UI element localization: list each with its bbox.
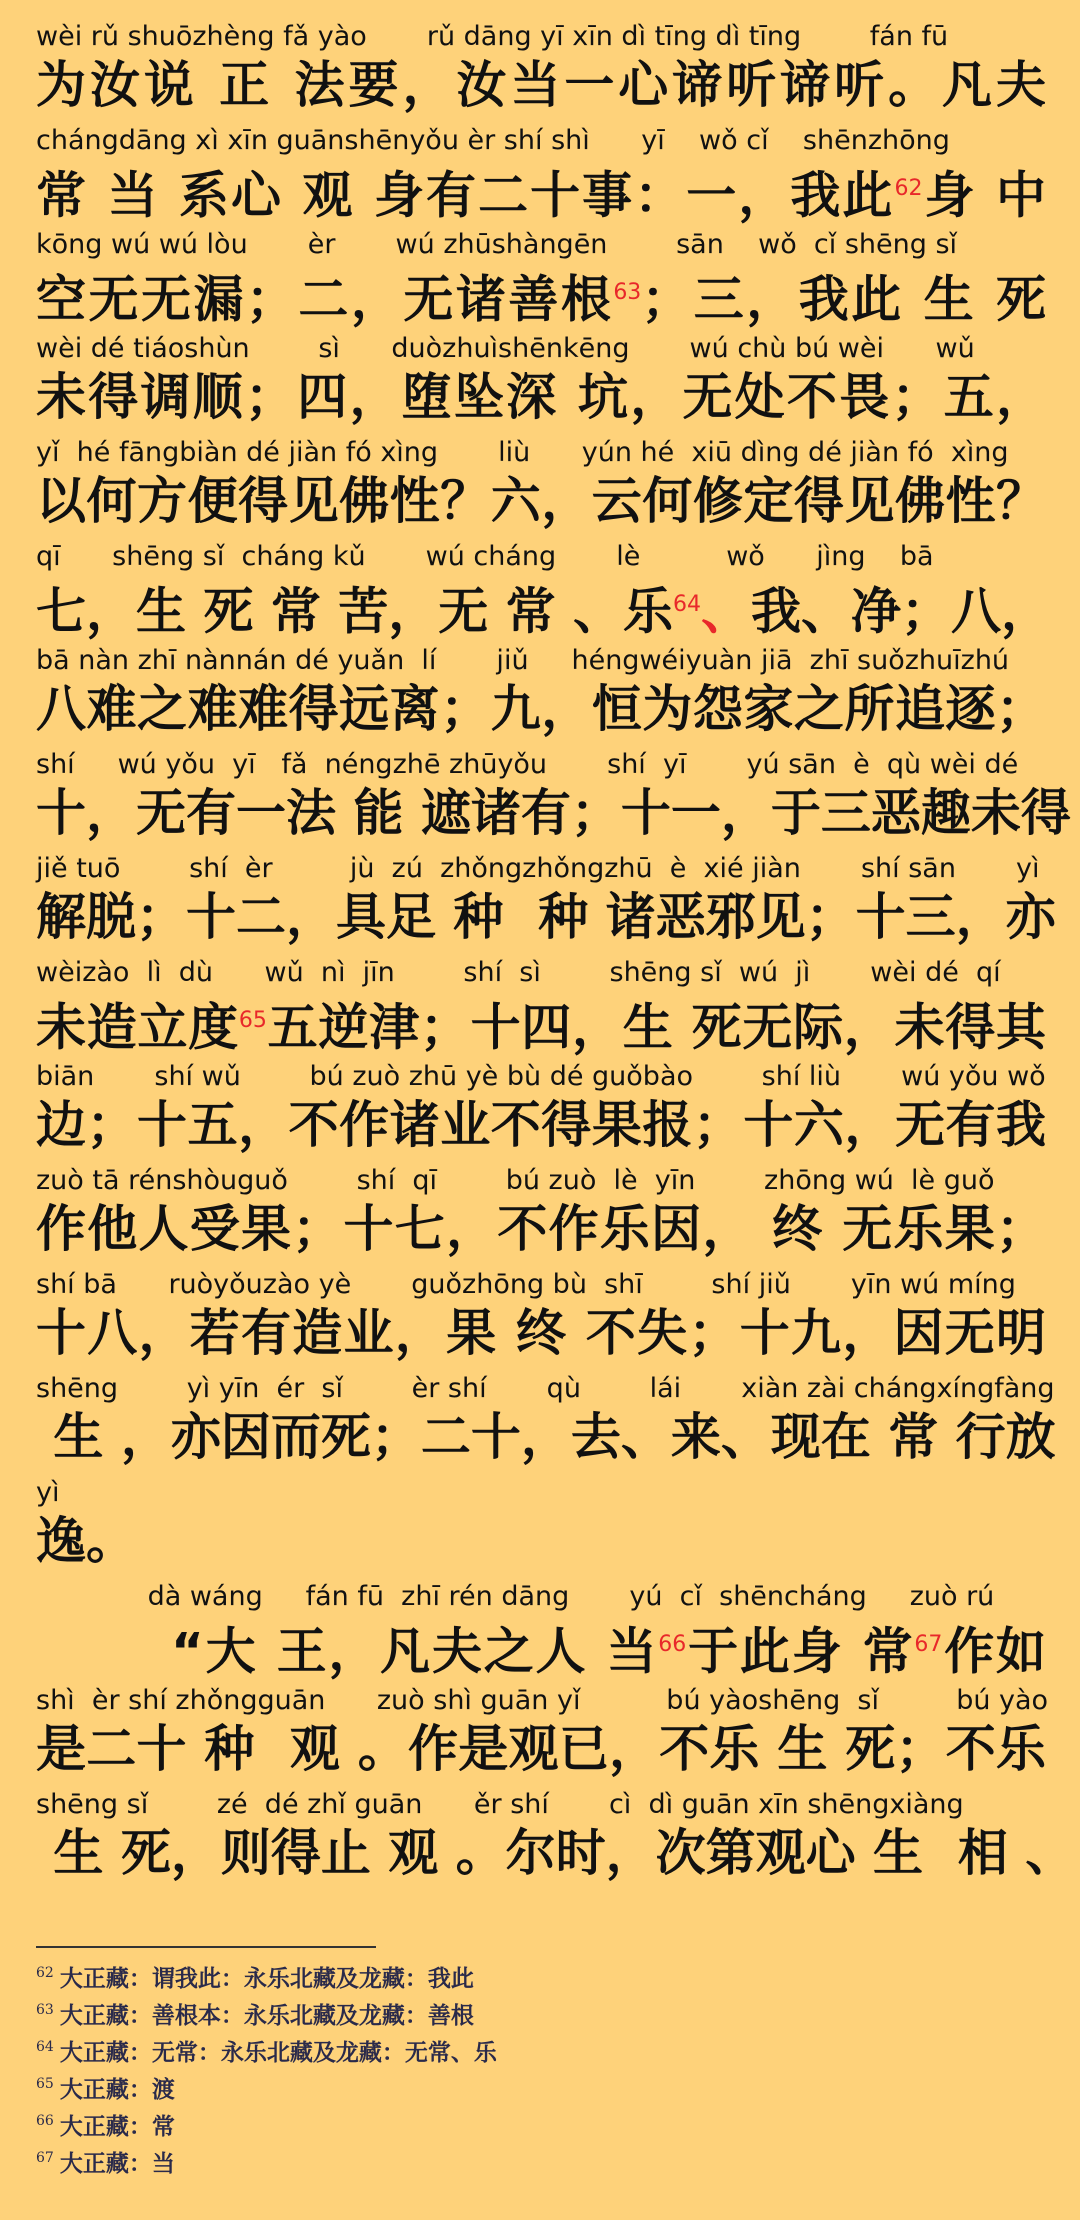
hanzi-line <box>36 469 1046 533</box>
footnote-marker: 63 <box>613 280 642 305</box>
pinyin-line: shēng yì yīn ér sǐ èr shí qù lái xiàn zài chángxíngfàng <box>36 1373 1055 1404</box>
pinyin-line: bā nàn zhī nànnán dé yuǎn lí jiǔ héngwéiyuàn jiā zhī suǒzhuīzhú <box>36 645 1010 676</box>
footnote-number: 65 <box>36 2076 54 2093</box>
text-line <box>36 1788 1076 1892</box>
hanzi-text: 解脱；十二，具足 种 种 诸恶邪见；十三，亦 <box>36 888 1056 946</box>
text-line <box>36 1372 1056 1476</box>
text-line <box>36 1164 1046 1268</box>
text-line <box>36 124 1046 228</box>
hanzi-line <box>36 1093 1046 1157</box>
hanzi-line <box>36 677 1046 741</box>
red-punctuation: 、 <box>701 582 752 641</box>
hanzi-text: 于此身 常 <box>686 1622 915 1681</box>
hanzi-text: 生 ，亦因而死；二十，去、来、现在 常 行放 <box>36 1408 1056 1466</box>
footnotes-list <box>36 1960 1036 2182</box>
hanzi-text: “大 王，凡夫之人 当 <box>171 1622 659 1681</box>
hanzi-text: 未造立度 <box>36 998 239 1057</box>
hanzi-text: 十八，若有造业，果 终 不失；十九，因无明 <box>36 1304 1046 1362</box>
hanzi-text: 五逆津；十四，生 死无际，未得其 <box>266 998 1046 1057</box>
footnote-item <box>36 2108 1036 2145</box>
hanzi-line <box>36 157 1046 228</box>
pinyin-line: chángdāng xì xīn guānshēnyǒu èr shí shì yī wǒ cǐ shēnzhōng <box>36 125 950 156</box>
text-line <box>36 1060 1046 1164</box>
hanzi-text: 作他人受果；十七，不作乐因， 终 无乐果； <box>36 1200 1046 1258</box>
hanzi-line <box>36 261 1046 332</box>
hanzi-text: 空无无漏；二，无诸善根 <box>36 270 614 329</box>
text-line <box>36 332 1046 436</box>
hanzi-text: 常 当 系心 观 身有二十事：一，我此 <box>36 166 895 225</box>
footnote-number: 67 <box>36 2150 54 2167</box>
text-line <box>36 228 1046 332</box>
footnote-marker: 62 <box>894 176 923 201</box>
hanzi-text: ；三，我此 生 死 <box>641 270 1046 329</box>
footnote-text: 大正藏：常 <box>59 2113 175 2140</box>
footnote-marker: 64 <box>673 592 702 617</box>
footnote-item <box>36 2034 1036 2071</box>
pinyin-line: yì <box>36 1477 60 1508</box>
footnote-text: 大正藏：无常：永乐北藏及龙藏：无常、乐 <box>59 2039 497 2066</box>
footnote-item <box>36 1997 1036 2034</box>
hanzi-text: 边；十五，不作诸业不得果报；十六，无有我 <box>36 1096 1046 1154</box>
hanzi-line <box>36 365 1046 429</box>
hanzi-text: 我、净；八， <box>751 582 1052 641</box>
hanzi-line <box>36 885 1056 949</box>
pinyin-line: wèizào lì dù wǔ nì jīn shí sì shēng sǐ wú jì wèi dé qí <box>36 957 1001 988</box>
pinyin-line: wèi dé tiáoshùn sì duòzhuìshēnkēng wú chù bú wèi wǔ <box>36 333 975 364</box>
hanzi-text: 逸。 <box>36 1512 136 1570</box>
footnote-text: 大正藏：渡 <box>59 2076 175 2103</box>
text-line <box>36 852 1056 956</box>
footnote-item <box>36 1960 1036 1997</box>
hanzi-text: 作如 <box>942 1622 1046 1681</box>
text-line <box>36 1476 1046 1580</box>
footnote-text: 大正藏：善根本：永乐北藏及龙藏：善根 <box>59 2002 474 2029</box>
pinyin-line: shí wú yǒu yī fǎ néngzhē zhūyǒu shí yī yú sān è qù wèi dé <box>36 749 1019 780</box>
text-line <box>36 540 1052 644</box>
hanzi-text: 生 死，则得止 观 。尔时，次第观心 生 相 、 <box>36 1824 1076 1882</box>
footnote-text: 大正藏：谓我此：永乐北藏及龙藏：我此 <box>59 1965 474 1992</box>
hanzi-text: 为汝说 正 法要，汝当一心谛听谛听。凡夫 <box>36 56 1046 114</box>
text-line <box>36 748 1071 852</box>
text-line <box>36 956 1046 1060</box>
footnote-number: 63 <box>36 2002 54 2019</box>
hanzi-line <box>36 573 1052 644</box>
text-line <box>36 1684 1049 1788</box>
text-line <box>36 644 1046 748</box>
footnote-text: 大正藏：当 <box>59 2150 175 2177</box>
footnote-item <box>36 2145 1036 2182</box>
footnote-number: 62 <box>36 1965 54 1982</box>
footnote-number: 66 <box>36 2113 54 2130</box>
pinyin-line: zuò tā rénshòuguǒ shí qī bú zuò lè yīn zhōng wú lè guǒ <box>36 1165 995 1196</box>
hanzi-text: 八难之难难得远离；九，恒为怨家之所追逐； <box>36 680 1046 738</box>
footnote-marker: 67 <box>914 1632 943 1657</box>
pinyin-line: shì èr shí zhǒngguān zuò shì guān yǐ bú yàoshēng sǐ bú yào <box>36 1685 1049 1716</box>
pinyin-line: shēng sǐ zé dé zhǐ guān ěr shí cì dì guān xīn shēngxiàng <box>36 1789 964 1820</box>
hanzi-line <box>36 1405 1056 1469</box>
hanzi-line <box>36 1509 1046 1573</box>
hanzi-line <box>36 53 1046 117</box>
pinyin-line: yǐ hé fāngbiàn dé jiàn fó xìng liù yún hé xiū dìng dé jiàn fó xìng <box>36 437 1009 468</box>
pinyin-line: qī shēng sǐ cháng kǔ wú cháng lè wǒ jìng bā <box>36 541 934 572</box>
footnote-divider <box>36 1946 376 1948</box>
hanzi-text: 十，无有一法 能 遮诸有；十一，于三恶趣未得 <box>36 784 1071 842</box>
hanzi-text: 以何方便得见佛性？六，云何修定得见佛性？ <box>36 472 1046 530</box>
hanzi-text: 未得调顺；四，堕坠深 坑，无处不畏；五， <box>36 368 1046 426</box>
pinyin-line: shí bā ruòyǒuzào yè guǒzhōng bù shī shí jiǔ yīn wú míng <box>36 1269 1016 1300</box>
footnote-marker: 65 <box>238 1008 267 1033</box>
text-line <box>36 1268 1046 1372</box>
hanzi-text: 七，生 死 常 苦，无 常 、乐 <box>36 582 674 641</box>
hanzi-line <box>36 781 1071 845</box>
hanzi-line <box>36 1821 1076 1885</box>
footnote-item <box>36 2071 1036 2108</box>
text-line <box>36 20 1046 124</box>
pinyin-line: dà wáng fán fū zhī rén dāng yú cǐ shēncháng zuò rú <box>36 1581 995 1612</box>
hanzi-text: 身 中 <box>922 166 1046 225</box>
pinyin-line: wèi rǔ shuōzhèng fǎ yào rǔ dāng yī xīn dì tīng dì tīng fán fū <box>36 21 949 52</box>
hanzi-line <box>36 1717 1046 1781</box>
text-line <box>36 1580 1046 1684</box>
footnote-number: 64 <box>36 2039 54 2056</box>
hanzi-line <box>36 1301 1046 1365</box>
text-line <box>36 436 1046 540</box>
hanzi-line <box>36 1197 1046 1261</box>
pinyin-line: kōng wú wú lòu èr wú zhūshàngēn sān wǒ cǐ shēng sǐ <box>36 229 958 260</box>
hanzi-line <box>36 1613 1046 1684</box>
hanzi-text: 是二十 种 观 。作是观已，不乐 生 死；不乐 <box>36 1720 1046 1778</box>
hanzi-line <box>36 989 1046 1060</box>
pinyin-line: biān shí wǔ bú zuò zhū yè bù dé guǒbào shí liù wú yǒu wǒ <box>36 1061 1046 1092</box>
pinyin-line: jiě tuō shí èr jù zú zhǒngzhǒngzhū è xié jiàn shí sān yì <box>36 853 1040 884</box>
footnote-marker: 66 <box>658 1632 687 1657</box>
